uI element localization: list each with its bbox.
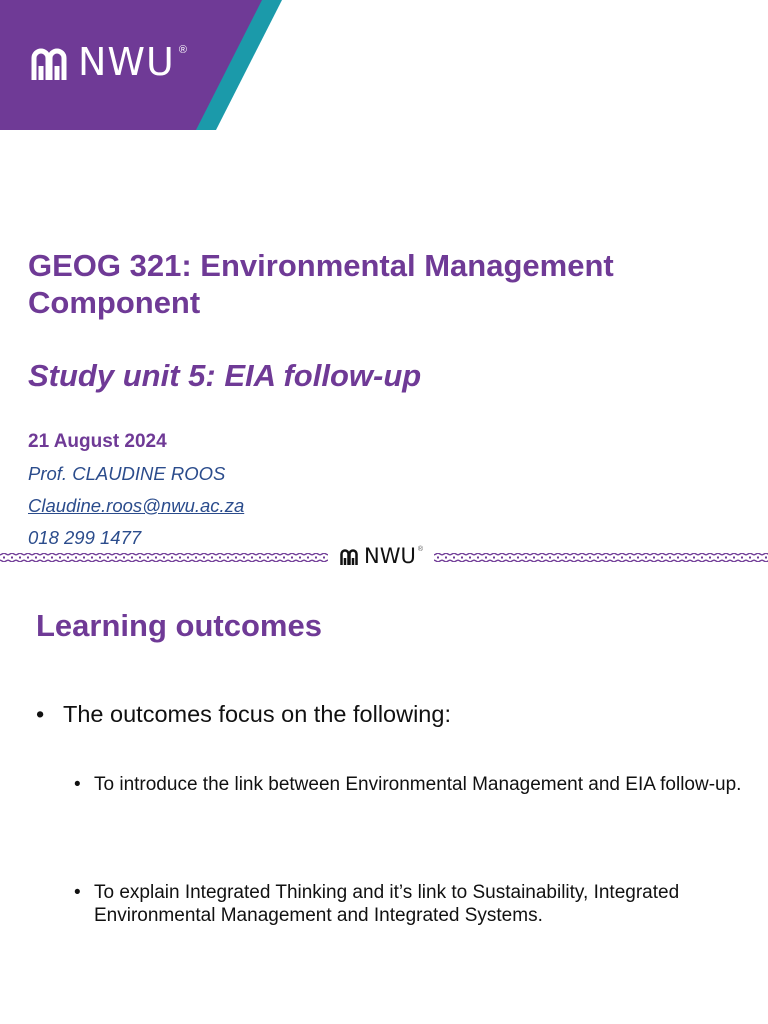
- slide-title: GEOG 321: Environmental Management Component: [28, 248, 614, 320]
- nwu-emblem-icon: [338, 545, 360, 567]
- separator-pattern-left: [0, 553, 328, 562]
- separator-registered-mark: ®: [417, 545, 424, 553]
- learning-outcomes-title: Learning outcomes: [36, 608, 322, 643]
- registered-mark: ®: [178, 44, 187, 56]
- sub-bullet-text: To explain Integrated Thinking and it’s link to Sustainability, Integrated Environmental Management and Integrated Systems.: [94, 882, 680, 926]
- email-link[interactable]: Claudine.roos@nwu.ac.za: [28, 495, 245, 516]
- header-banner: [0, 0, 290, 130]
- sub-bullet-text: To introduce the link between Environmental Management and EIA follow-up.: [94, 774, 742, 795]
- nwu-logo-text: NWU: [78, 40, 175, 84]
- slide-separator: [0, 545, 768, 569]
- nwu-logo: [28, 40, 187, 84]
- separator-pattern-right: [434, 553, 768, 562]
- slide-subtitle: Study unit 5: EIA follow-up: [28, 358, 422, 393]
- bullet-icon: •: [74, 882, 81, 903]
- sub-bullet: [74, 881, 744, 927]
- presentation-date: 21 August 2024: [28, 431, 167, 452]
- bullet-icon: •: [36, 701, 45, 727]
- separator-logo: [338, 545, 423, 567]
- main-bullet-text: The outcomes focus on the following:: [63, 701, 451, 727]
- lecturer-name: Prof. CLAUDINE ROOS: [28, 463, 226, 484]
- separator-logo-text: NWU: [364, 543, 416, 568]
- bullet-icon: •: [74, 774, 81, 795]
- nwu-emblem-icon: [28, 40, 70, 84]
- main-bullet: [36, 701, 451, 728]
- phone-number: 018 299 1477: [28, 527, 142, 548]
- sub-bullet: [74, 773, 744, 796]
